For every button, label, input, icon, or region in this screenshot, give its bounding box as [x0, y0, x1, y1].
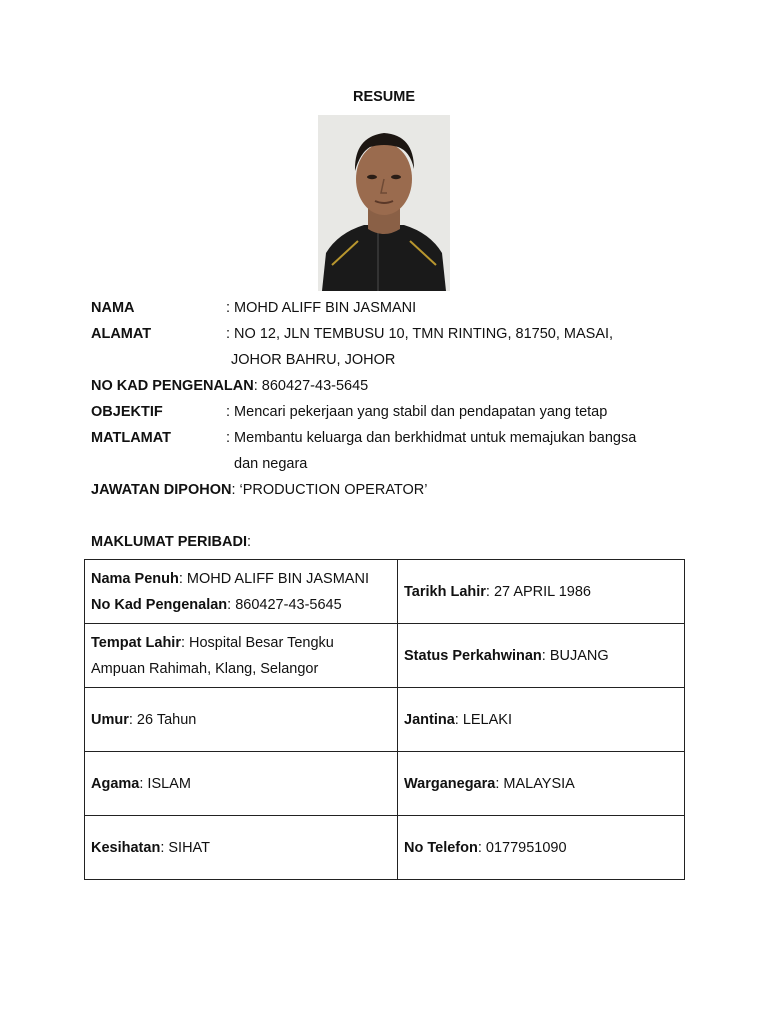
status-label: Status Perkahwinan	[404, 647, 542, 664]
agama-value: : ISLAM	[139, 775, 191, 792]
tarikh-lahir-label: Tarikh Lahir	[404, 583, 486, 600]
table-cell	[85, 752, 398, 816]
tempat-lahir-value1: : Hospital Besar Tengku	[180, 634, 334, 651]
kesihatan-value: : SIHAT	[160, 839, 210, 856]
ic-row	[91, 376, 368, 396]
alamat-label: ALAMAT	[91, 326, 152, 342]
tempat-lahir-value2: Ampuan Rahimah, Klang, Selangor	[91, 660, 319, 677]
jawatan-value: : ‘PRODUCTION OPERATOR’	[231, 482, 428, 498]
alamat-row	[91, 324, 613, 344]
table-row	[85, 752, 685, 816]
table-cell	[398, 688, 685, 752]
telefon-value: : 0177951090	[477, 839, 567, 856]
warganegara-value: : MALAYSIA	[495, 775, 575, 792]
objektif-row	[91, 402, 607, 422]
table-cell	[398, 816, 685, 880]
objektif-value: : Mencari pekerjaan yang stabil dan pendapatan yang tetap	[226, 404, 608, 420]
matlamat-line1: : Membantu keluarga dan berkhidmat untuk memajukan bangsa	[226, 430, 637, 446]
nama-row	[91, 298, 416, 318]
nama-value: : MOHD ALIFF BIN JASMANI	[226, 300, 417, 316]
profile-photo	[318, 115, 450, 291]
warganegara-label: Warganegara	[404, 775, 496, 792]
table-cell	[398, 560, 685, 624]
telefon-label: No Telefon	[404, 839, 478, 856]
tempat-lahir-label: Tempat Lahir	[91, 634, 181, 651]
table-cell	[398, 752, 685, 816]
tarikh-lahir-value: : 27 APRIL 1986	[485, 583, 591, 600]
ic-value: : 860427-43-5645	[253, 378, 369, 394]
section-heading-colon: :	[247, 534, 252, 550]
table-cell	[85, 624, 398, 688]
agama-label: Agama	[91, 775, 140, 792]
table-cell	[398, 624, 685, 688]
jawatan-row	[91, 480, 428, 500]
table-cell	[85, 560, 398, 624]
table-row	[85, 624, 685, 688]
alamat-line1: : NO 12, JLN TEMBUSU 10, TMN RINTING, 81750, MASAI,	[226, 326, 614, 342]
table-cell	[85, 688, 398, 752]
umur-value: : 26 Tahun	[128, 711, 197, 728]
matlamat-row	[91, 428, 636, 448]
nama-label: NAMA	[91, 300, 135, 316]
table-row	[85, 560, 685, 624]
jantina-label: Jantina	[404, 711, 455, 728]
table-ic-label: No Kad Pengenalan	[91, 596, 228, 613]
personal-info-table	[84, 559, 685, 880]
table-row	[85, 688, 685, 752]
table-row	[85, 816, 685, 880]
matlamat-label: MATLAMAT	[91, 430, 171, 446]
page-title: RESUME	[352, 89, 416, 105]
matlamat-line2: dan negara	[234, 456, 308, 472]
jantina-value: : LELAKI	[454, 711, 512, 728]
status-value: : BUJANG	[541, 647, 609, 664]
table-cell	[85, 816, 398, 880]
nama-penuh-label: Nama Penuh	[91, 570, 179, 587]
alamat-line2: JOHOR BAHRU, JOHOR	[231, 352, 396, 368]
nama-penuh-value: : MOHD ALIFF BIN JASMANI	[178, 570, 369, 587]
section-heading-label: MAKLUMAT PERIBADI	[91, 534, 247, 550]
ic-label: NO KAD PENGENALAN	[91, 378, 254, 394]
table-ic-value: : 860427-43-5645	[227, 596, 342, 613]
section-heading	[91, 532, 251, 552]
jawatan-label: JAWATAN DIPOHON	[91, 482, 232, 498]
kesihatan-label: Kesihatan	[91, 839, 161, 856]
objektif-label: OBJEKTIF	[91, 404, 163, 420]
umur-label: Umur	[91, 711, 129, 728]
